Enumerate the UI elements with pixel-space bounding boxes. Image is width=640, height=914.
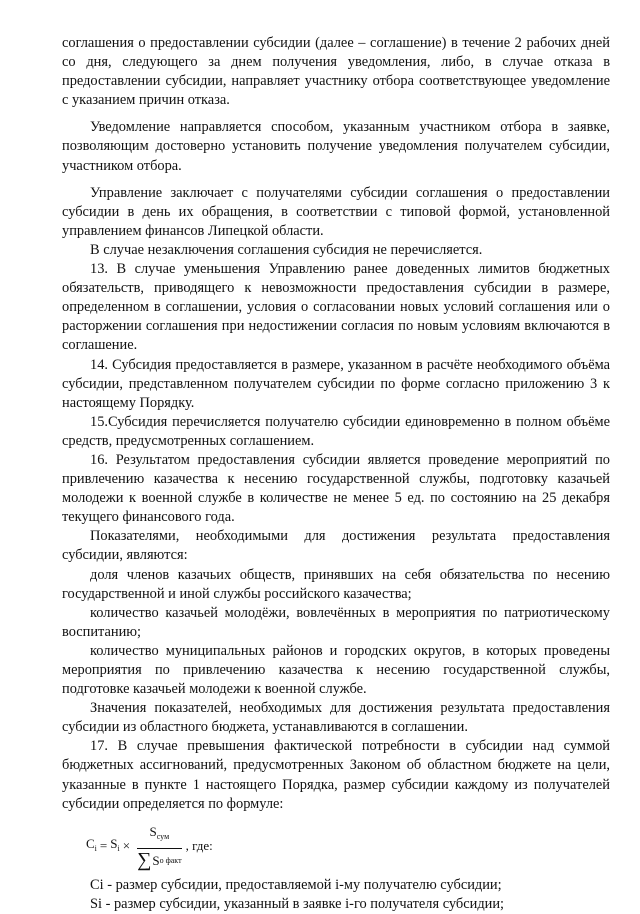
paragraph-4: В случае незаключения соглашения субсидия не перечисляется.: [90, 241, 483, 258]
paragraph-clause-16: 16. Результатом предоставления субсидии является проведение мероприятий по привлечению казачества к несению государственной службы, подготовку казачьей молодежи к военной службе в количестве не менее 5 ед. по состоянию на 25 декабря текущего финансового года.: [62, 451, 610, 526]
paragraph-indicator-values: Значения показателей, необходимых для достижения результата предоставления субсидии из областного бюджета, устанавливаются в соглашении.: [62, 700, 610, 736]
formula-s: $S_i$: [110, 835, 120, 853]
definition-ci: Ci - размер субсидии, предоставляемой i-му получателю субсидии;: [90, 876, 502, 893]
paragraph-indicator-2: количество казачьей молодёжи, вовлечённых в мероприятия по патриотическому воспитанию;: [62, 604, 610, 640]
formula-denominator: ∑ S о факт: [137, 849, 182, 872]
formula-lhs: $C_i$: [86, 835, 97, 853]
paragraph-indicator-1: доля членов казачьих обществ, принявших на себя обязательства по несению государственной и иной службы российского казачества;: [62, 566, 610, 602]
document-page: [62, 34, 610, 914]
paragraph-clause-17: 17. В случае превышения фактической потребности в субсидии над суммой бюджетных ассигнований, предусмотренных Законом об областном бюджете на цели, указанные в пункте 1 настоящего Порядка, размер субсидии каждому из получателей субсидии определяется по формуле:: [62, 738, 610, 812]
formula-fraction: [137, 822, 182, 870]
sigma-symbol: ∑: [137, 849, 152, 872]
formula-equals: =: [99, 838, 108, 854]
paragraph-indicator-3: количество муниципальных районов и городских округов, в которых проведены мероприятия по привлечению казачества к несению государственной службы, подготовке казачьей молодежи к военной службе.: [62, 642, 610, 698]
paragraph-indicators-intro: Показателями, необходимыми для достижения результата предоставления субсидии, являются:: [62, 528, 610, 564]
paragraph-1: соглашения о предоставлении субсидии (далее – соглашение) в течение 2 рабочих дней со дня, следующего за днем получения уведомления, либо, в случае отказа в предоставлении субсидии, направляет участнику отбора соответствующее уведомление с указанием причин отказа.: [62, 35, 610, 109]
formula-times: ×: [122, 838, 131, 854]
definition-si: Si - размер субсидии, указанный в заявке i-го получателя субсидии;: [90, 895, 505, 912]
paragraph-clause-14: 14. Субсидия предоставляется в размере, указанном в расчёте необходимого объёма субсидии, представленном получателем субсидии по форме согласно приложению 3 к настоящему Порядку.: [62, 356, 610, 411]
paragraph-3: Управление заключает с получателями субсидии соглашения о предоставлении субсидии в день их обращения, в соответствии с типовой формой, установленной управлением финансов Липецкой области.: [62, 184, 610, 239]
paragraph-2: Уведомление направляется способом, указанным участником отбора в заявке, позволяющим достоверно установить получение уведомления получателем субсидии, участником отбора.: [62, 119, 610, 174]
formula-numerator: $S_{сум}$: [149, 823, 170, 841]
paragraph-clause-15: 15.Субсидия перечисляется получателю субсидии единовременно в полном объёме средств, предусмотренных соглашением.: [62, 413, 610, 449]
formula-tail: , где:: [185, 838, 213, 854]
paragraph-clause-13: 13. В случае уменьшения Управлению ранее доведенных лимитов бюджетных обязательств, приводящего к невозможности предоставления субсидии в размере, определенном в соглашении, условия о согласовании новых условий соглашения или о расторжении соглашения при недостижении согласия по новым условиям включаются в соглашение.: [62, 261, 610, 354]
subsidy-formula: [86, 820, 610, 872]
